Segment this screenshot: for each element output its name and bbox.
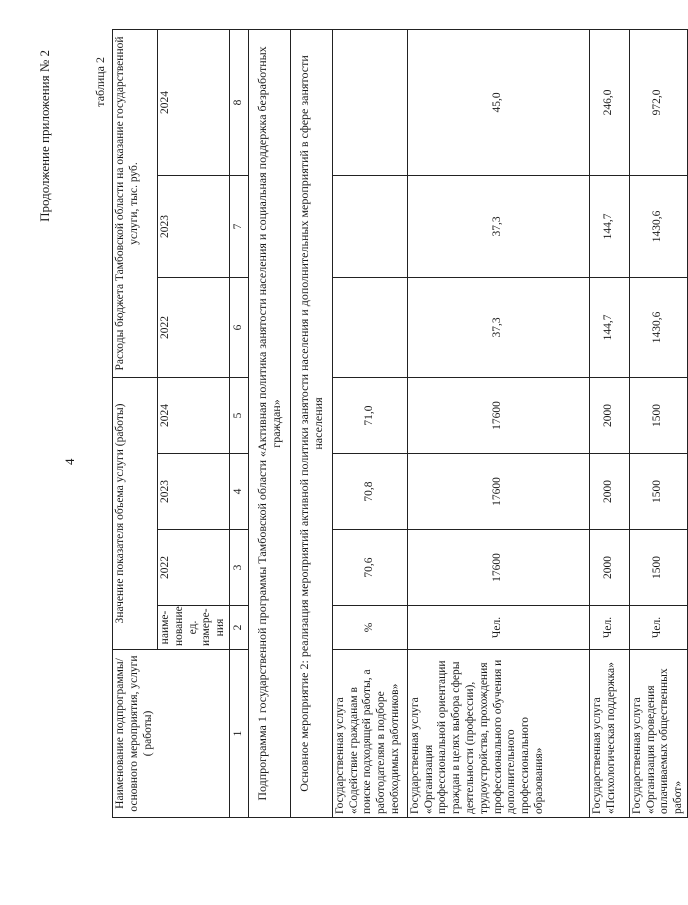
- volume-cell: 17600: [407, 530, 589, 606]
- service-name: Государственная услуга «Психологическая поддержка»: [589, 650, 629, 818]
- header-year: 2022: [158, 277, 230, 377]
- col-number: 4: [229, 454, 248, 530]
- col-number: 7: [229, 175, 248, 277]
- header-year: 2023: [158, 175, 230, 277]
- expense-cell: 1430,6: [629, 175, 687, 277]
- volume-cell: 1500: [629, 377, 687, 453]
- header-year: 2024: [158, 29, 230, 175]
- header-year: 2023: [158, 454, 230, 530]
- header-expenses-group: Расходы бюджета Тамбовской области на оказание государственной услуги, тыс. руб.: [113, 29, 158, 377]
- header-unit: наиме-нование ед. измере-ния: [158, 606, 230, 650]
- expense-cell: [332, 175, 407, 277]
- service-name: Государственная услуга «Организация проведения оплачиваемых общественных работ»: [629, 650, 687, 818]
- expense-cell: 45,0: [407, 29, 589, 175]
- header-name: Наименование подпрограммы/ основного мероприятия, услуги ( работы): [113, 650, 230, 818]
- table-label: таблица 2: [93, 57, 107, 107]
- expense-cell: 246,0: [589, 29, 629, 175]
- volume-cell: 2000: [589, 454, 629, 530]
- unit-cell: Чел.: [589, 606, 629, 650]
- volume-cell: 1500: [629, 454, 687, 530]
- volume-cell: 2000: [589, 530, 629, 606]
- col-number: 8: [229, 29, 248, 175]
- volume-cell: 1500: [629, 530, 687, 606]
- col-number: 3: [229, 530, 248, 606]
- header-year: 2024: [158, 377, 230, 453]
- services-table: [112, 29, 688, 818]
- expense-cell: 37,3: [407, 175, 589, 277]
- table-row: [332, 29, 407, 817]
- table-row: [629, 29, 687, 817]
- page-number: 4: [62, 458, 77, 465]
- expense-cell: 37,3: [407, 277, 589, 377]
- volume-cell: 17600: [407, 377, 589, 453]
- service-name: Государственная услуга «Организация профессиональной ориентации граждан в целях выбора сферы деятельности (профессии), трудоустройства, прохождения профессионального обучения и дополнительного профессионального образования»: [407, 650, 589, 818]
- subprogram-title: Подпрограмма 1 государственной программы Тамбовской области «Активная политика занятости населения и социальная поддержка безработных граждан»: [248, 29, 290, 817]
- volume-cell: 17600: [407, 454, 589, 530]
- service-name: Государственная услуга «Содействие гражданам в поиске подходящей работы, а работодателям в подборе необходимых работников»: [332, 650, 407, 818]
- expense-cell: 144,7: [589, 175, 629, 277]
- expense-cell: 1430,6: [629, 277, 687, 377]
- unit-cell: Чел.: [407, 606, 589, 650]
- header-year: 2022: [158, 530, 230, 606]
- volume-cell: 70,6: [332, 530, 407, 606]
- table-row: [407, 29, 589, 817]
- volume-cell: 70,8: [332, 454, 407, 530]
- main-activity-title: Основное мероприятие 2: реализация мероприятий активной политики занятости населения и дополнительных мероприятий в сфере занятости населения: [290, 29, 332, 817]
- header-volume-group: Значение показателя объема услуги (работы): [113, 377, 158, 649]
- col-number: 5: [229, 377, 248, 453]
- unit-cell: Чел.: [629, 606, 687, 650]
- appendix-note: Продолжение приложения № 2: [37, 50, 52, 222]
- expense-cell: 972,0: [629, 29, 687, 175]
- expense-cell: 144,7: [589, 277, 629, 377]
- col-number: 6: [229, 277, 248, 377]
- unit-cell: %: [332, 606, 407, 650]
- volume-cell: 71,0: [332, 377, 407, 453]
- table-row: [589, 29, 629, 817]
- col-number: 1: [229, 650, 248, 818]
- expense-cell: [332, 29, 407, 175]
- expense-cell: [332, 277, 407, 377]
- volume-cell: 2000: [589, 377, 629, 453]
- col-number: 2: [229, 606, 248, 650]
